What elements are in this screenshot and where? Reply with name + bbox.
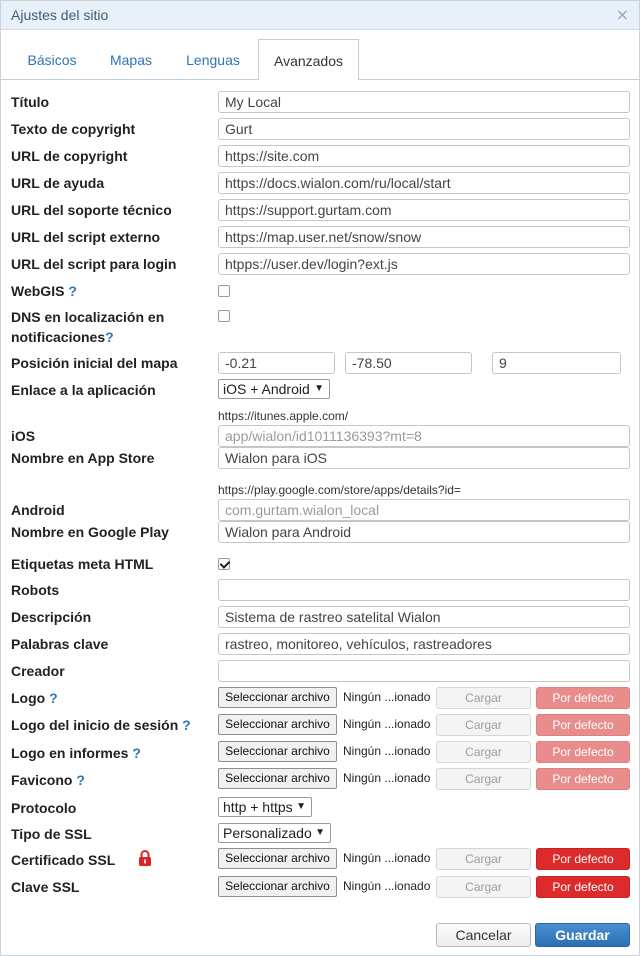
help-icon[interactable]: ? bbox=[132, 745, 141, 761]
ios-app-input[interactable]: app/wialon/id1011136393?mt=8 bbox=[218, 425, 630, 447]
favicon-label-text: Favicono bbox=[11, 772, 73, 788]
external-script-input[interactable]: https://map.user.net/snow/snow bbox=[218, 226, 630, 248]
favicon-file-status: Ningún ...ionado bbox=[343, 771, 431, 785]
android-url-prefix: https://play.google.com/store/apps/details?id= bbox=[218, 483, 461, 497]
report-logo-choose-file-button[interactable]: Seleccionar archivo bbox=[218, 741, 337, 762]
ssl-cert-file-status: Ningún ...ionado bbox=[343, 851, 431, 865]
external-script-label: URL del script externo bbox=[11, 229, 161, 245]
creator-label: Creador bbox=[11, 663, 65, 679]
ssl-key-file-status: Ningún ...ionado bbox=[343, 879, 431, 893]
robots-input[interactable] bbox=[218, 579, 630, 601]
login-logo-choose-file-button[interactable]: Seleccionar archivo bbox=[218, 714, 337, 735]
support-url-input[interactable]: https://support.gurtam.com bbox=[218, 199, 630, 221]
ios-url-prefix: https://itunes.apple.com/ bbox=[218, 409, 349, 423]
android-app-input[interactable]: com.gurtam.wialon_local bbox=[218, 499, 630, 521]
save-button[interactable]: Guardar bbox=[535, 923, 630, 947]
help-icon[interactable]: ? bbox=[105, 329, 114, 345]
logo-upload-button[interactable]: Cargar bbox=[436, 687, 531, 709]
lock-icon bbox=[138, 850, 152, 870]
webgis-label bbox=[11, 283, 77, 299]
dns-label-line2 bbox=[11, 329, 114, 345]
map-zoom-input[interactable]: 9 bbox=[492, 352, 621, 374]
title-label: Título bbox=[11, 94, 50, 110]
dns-label-line1: DNS en localización en bbox=[11, 309, 165, 325]
keywords-input[interactable]: rastreo, monitoreo, vehículos, rastreadores bbox=[218, 633, 630, 655]
copyright-text-input[interactable]: Gurt bbox=[218, 118, 630, 140]
favicon-upload-button[interactable]: Cargar bbox=[436, 768, 531, 790]
login-logo-file-status: Ningún ...ionado bbox=[343, 717, 431, 731]
copyright-url-label: URL de copyright bbox=[11, 148, 128, 164]
login-logo-label bbox=[11, 717, 191, 733]
protocol-label: Protocolo bbox=[11, 800, 77, 816]
googleplay-name-label: Nombre en Google Play bbox=[11, 524, 169, 540]
map-position-label: Posición inicial del mapa bbox=[11, 355, 178, 371]
ssl-type-value: Personalizado bbox=[223, 825, 312, 841]
keywords-label: Palabras clave bbox=[11, 636, 109, 652]
help-icon[interactable]: ? bbox=[68, 283, 77, 299]
logo-file-status: Ningún ...ionado bbox=[343, 690, 431, 704]
protocol-select[interactable] bbox=[218, 797, 312, 817]
login-script-label: URL del script para login bbox=[11, 256, 177, 272]
protocol-value: http + https bbox=[223, 799, 293, 815]
help-icon[interactable]: ? bbox=[182, 717, 191, 733]
app-link-select[interactable] bbox=[218, 379, 330, 399]
ssl-cert-upload-button[interactable]: Cargar bbox=[436, 848, 531, 870]
report-logo-label-text: Logo en informes bbox=[11, 745, 129, 761]
robots-label: Robots bbox=[11, 582, 60, 598]
ssl-key-choose-file-button[interactable]: Seleccionar archivo bbox=[218, 876, 337, 897]
ssl-cert-label: Certificado SSL bbox=[11, 852, 116, 868]
report-logo-file-status: Ningún ...ionado bbox=[343, 744, 431, 758]
dialog-titlebar bbox=[1, 1, 639, 30]
android-label: Android bbox=[11, 502, 65, 518]
chevron-down-icon: ▼ bbox=[296, 801, 306, 812]
logo-default-button[interactable]: Por defecto bbox=[536, 687, 630, 709]
ssl-key-upload-button[interactable]: Cargar bbox=[436, 876, 531, 898]
login-logo-label-text: Logo del inicio de sesión bbox=[11, 717, 179, 733]
ssl-type-select[interactable] bbox=[218, 823, 331, 843]
tab-mapas[interactable]: Mapas bbox=[109, 52, 153, 68]
tab-bar bbox=[1, 39, 639, 80]
logo-label bbox=[11, 690, 58, 706]
app-link-label: Enlace a la aplicación bbox=[11, 382, 156, 398]
help-url-label: URL de ayuda bbox=[11, 175, 105, 191]
cancel-button[interactable]: Cancelar bbox=[436, 923, 531, 947]
help-icon[interactable]: ? bbox=[49, 690, 58, 706]
app-link-value: iOS + Android bbox=[223, 381, 310, 397]
dialog-title: Ajustes del sitio bbox=[11, 7, 109, 23]
appstore-name-input[interactable]: Wialon para iOS bbox=[218, 447, 630, 469]
logo-label-text: Logo bbox=[11, 690, 46, 706]
copyright-text-label: Texto de copyright bbox=[11, 121, 136, 137]
report-logo-upload-button[interactable]: Cargar bbox=[436, 741, 531, 763]
tab-avanzados[interactable]: Avanzados bbox=[258, 39, 359, 81]
help-url-input[interactable]: https://docs.wialon.com/ru/local/start bbox=[218, 172, 630, 194]
description-input[interactable]: Sistema de rastreo satelital Wialon bbox=[218, 606, 630, 628]
favicon-choose-file-button[interactable]: Seleccionar archivo bbox=[218, 768, 337, 789]
dns-label-text: notificaciones bbox=[11, 329, 106, 345]
dns-checkbox[interactable] bbox=[218, 310, 230, 322]
ssl-cert-default-button[interactable]: Por defecto bbox=[536, 848, 630, 870]
report-logo-default-button[interactable]: Por defecto bbox=[536, 741, 630, 763]
map-longitude-input[interactable]: -78.50 bbox=[345, 352, 472, 374]
ssl-type-label: Tipo de SSL bbox=[11, 826, 92, 842]
webgis-label-text: WebGIS bbox=[11, 283, 65, 299]
appstore-name-label: Nombre en App Store bbox=[11, 450, 155, 466]
meta-tags-label: Etiquetas meta HTML bbox=[11, 556, 154, 572]
googleplay-name-input[interactable]: Wialon para Android bbox=[218, 521, 630, 543]
close-icon[interactable]: × bbox=[615, 5, 629, 24]
description-label: Descripción bbox=[11, 609, 92, 625]
map-latitude-input[interactable]: -0.21 bbox=[218, 352, 335, 374]
report-logo-label bbox=[11, 745, 141, 761]
tab-lenguas[interactable]: Lenguas bbox=[186, 52, 240, 68]
meta-tags-checkbox[interactable] bbox=[218, 558, 230, 570]
support-url-label: URL del soporte técnico bbox=[11, 202, 172, 218]
favicon-label bbox=[11, 772, 85, 788]
ssl-key-label: Clave SSL bbox=[11, 879, 80, 895]
ios-label: iOS bbox=[11, 428, 36, 444]
login-logo-upload-button[interactable]: Cargar bbox=[436, 714, 531, 736]
tab-basicos[interactable]: Básicos bbox=[27, 52, 77, 68]
copyright-url-input[interactable]: https://site.com bbox=[218, 145, 630, 167]
creator-input[interactable] bbox=[218, 660, 630, 682]
chevron-down-icon: ▼ bbox=[314, 383, 324, 394]
ssl-cert-choose-file-button[interactable]: Seleccionar archivo bbox=[218, 848, 337, 869]
logo-choose-file-button[interactable]: Seleccionar archivo bbox=[218, 687, 337, 708]
favicon-default-button[interactable]: Por defecto bbox=[536, 768, 630, 790]
login-script-input[interactable]: htpps://user.dev/login?ext.js bbox=[218, 253, 630, 275]
chevron-down-icon: ▼ bbox=[315, 827, 325, 838]
login-logo-default-button[interactable]: Por defecto bbox=[536, 714, 630, 736]
ssl-key-default-button[interactable]: Por defecto bbox=[536, 876, 630, 898]
help-icon[interactable]: ? bbox=[76, 772, 85, 788]
webgis-checkbox[interactable] bbox=[218, 285, 230, 297]
title-input[interactable]: My Local bbox=[218, 91, 630, 113]
